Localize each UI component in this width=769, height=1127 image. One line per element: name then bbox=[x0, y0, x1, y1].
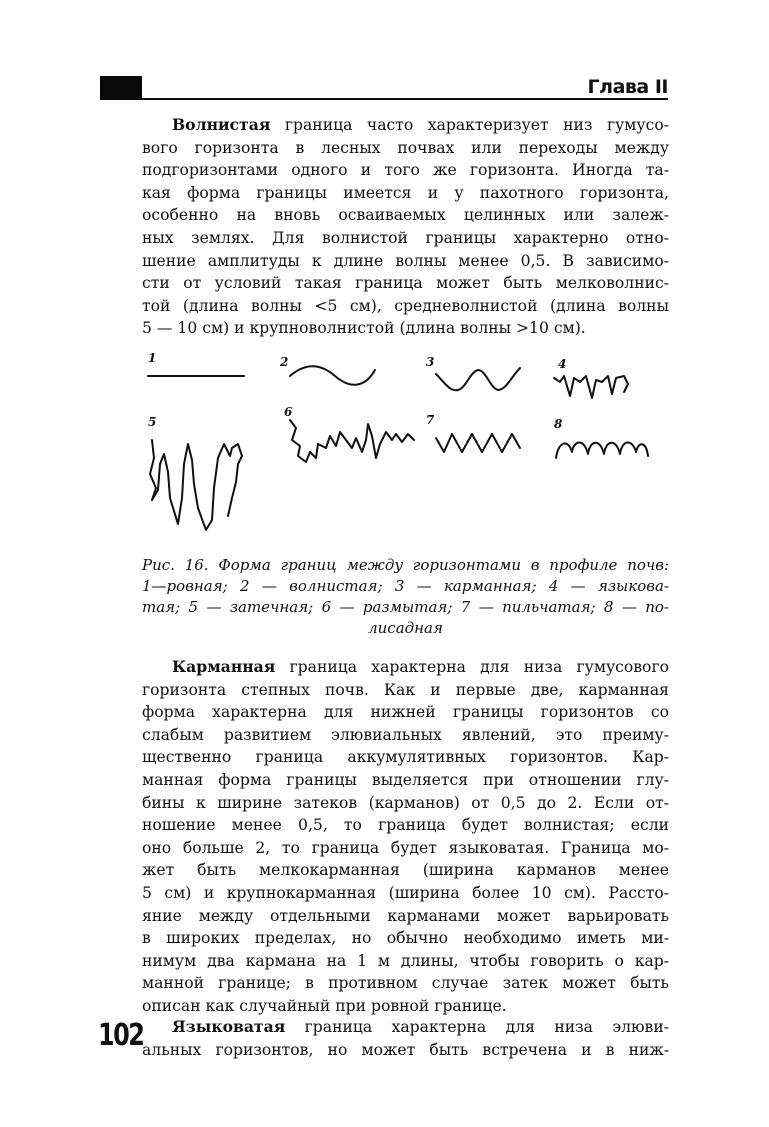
boundary-interfingering bbox=[150, 440, 242, 530]
figure-label: 6 bbox=[284, 405, 293, 419]
text-line: оно больше 2, то граница будет языковатая. Граница мо- bbox=[142, 838, 669, 857]
figure-caption bbox=[142, 555, 669, 639]
text-line: сти от условий такая граница может быть мелковолнис- bbox=[142, 274, 669, 293]
text-line: форма характерна для нижней границы горизонтов со bbox=[142, 703, 669, 722]
text-line: кая форма границы имеется и у пахотного горизонта, bbox=[142, 183, 669, 202]
text-line: манная форма границы выделяется при отношении глу- bbox=[142, 770, 669, 789]
text-line: нимум два кармана на 1 м длины, чтобы говорить о кар- bbox=[142, 951, 669, 970]
header-rule bbox=[142, 98, 668, 100]
boundary-wavy bbox=[290, 366, 375, 385]
text-line: Языковатая граница характерна для низа элюви- bbox=[172, 1017, 669, 1036]
text-line: щественно граница аккумулятивных горизонтов. Кар- bbox=[142, 748, 669, 767]
figure-label: 2 bbox=[280, 355, 289, 369]
text-line: вого горизонта в лесных почвах или переходы между bbox=[142, 138, 669, 157]
text-line: 5 см) и крупнокарманная (ширина более 10 см). Рассто- bbox=[142, 883, 669, 902]
figure-label: 8 bbox=[554, 417, 563, 431]
figure-label: 4 bbox=[558, 357, 567, 371]
boundary-pocket bbox=[436, 368, 520, 390]
figure-label: 1 bbox=[148, 351, 157, 365]
text-line: слабым развитием элювиальных явлений, это преиму- bbox=[142, 725, 669, 744]
caption-line: Рис. 16. Форма границ между горизонтами в профиле почв: bbox=[142, 556, 669, 574]
figure-boundary-forms bbox=[140, 348, 670, 548]
text-line: горизонта степных почв. Как и первые две, карманная bbox=[142, 680, 669, 699]
text-line: альных горизонтов, но может быть встречена и в ниж- bbox=[142, 1040, 669, 1059]
boundary-tonguing bbox=[554, 376, 628, 398]
caption-line: тая; 5 — затечная; 6 — размытая; 7 — пильчатая; 8 — по- bbox=[142, 598, 669, 616]
text-line: той (длина волны <5 см), средневолнистой (длина волны bbox=[142, 296, 669, 315]
caption-line: лисадная bbox=[368, 619, 443, 637]
text-line: манной границе; в противном случае затек может быть bbox=[142, 974, 669, 993]
figure-label: 5 bbox=[148, 415, 157, 429]
text-line: шение амплитуды к длине волны менее 0,5. В зависимо- bbox=[142, 251, 669, 270]
term-wavy: Волнистая bbox=[172, 115, 271, 134]
text-line: Волнистая граница часто характеризует низ гумусо- bbox=[172, 115, 669, 134]
paragraph-tongued bbox=[142, 1016, 669, 1061]
term-tongued: Языковатая bbox=[172, 1017, 286, 1036]
text-line: яние между отдельными карманами может варьировать bbox=[142, 906, 669, 925]
figure-label: 3 bbox=[426, 355, 435, 369]
caption-line: 1—ровная; 2 — волнистая; 3 — карманная; 4 — языкова- bbox=[142, 577, 669, 595]
text-line: подгоризонтами одного и того же горизонта. Иногда та- bbox=[142, 161, 669, 180]
text-line: ных землях. Для волнистой границы характерно отно- bbox=[142, 228, 669, 247]
term-pocket: Карманная bbox=[172, 657, 276, 676]
boundary-sawtooth bbox=[436, 434, 520, 452]
text-line: бины к ширине затеков (карманов) от 0,5 до 2. Если от- bbox=[142, 793, 669, 812]
text-line: ношение менее 0,5, то граница будет волнистая; если bbox=[142, 816, 669, 835]
text-line: описан как случайный при ровной границе. bbox=[142, 996, 507, 1015]
boundary-broken bbox=[290, 420, 414, 462]
text-line: жет быть мелкокарманная (ширина карманов менее bbox=[142, 861, 669, 880]
boundary-palisade bbox=[556, 442, 648, 458]
boundary-forms-drawing bbox=[140, 348, 670, 548]
chapter-title: Глава II bbox=[587, 76, 668, 98]
header-black-block bbox=[100, 76, 142, 100]
running-header bbox=[100, 76, 668, 102]
figure-label: 7 bbox=[426, 413, 435, 427]
text-line: в широких пределах, но обычно необходимо иметь ми- bbox=[142, 929, 669, 948]
text-line: 5 — 10 см) и крупноволнистой (длина волны >10 см). bbox=[142, 319, 586, 338]
paragraph-pocket bbox=[142, 656, 669, 1018]
text-line: особенно на вновь осваиваемых целинных или залеж- bbox=[142, 206, 669, 225]
page-number: 102 bbox=[98, 1018, 144, 1053]
paragraph-wavy bbox=[142, 114, 669, 340]
text-line: Карманная граница характерна для низа гумусового bbox=[172, 657, 669, 676]
